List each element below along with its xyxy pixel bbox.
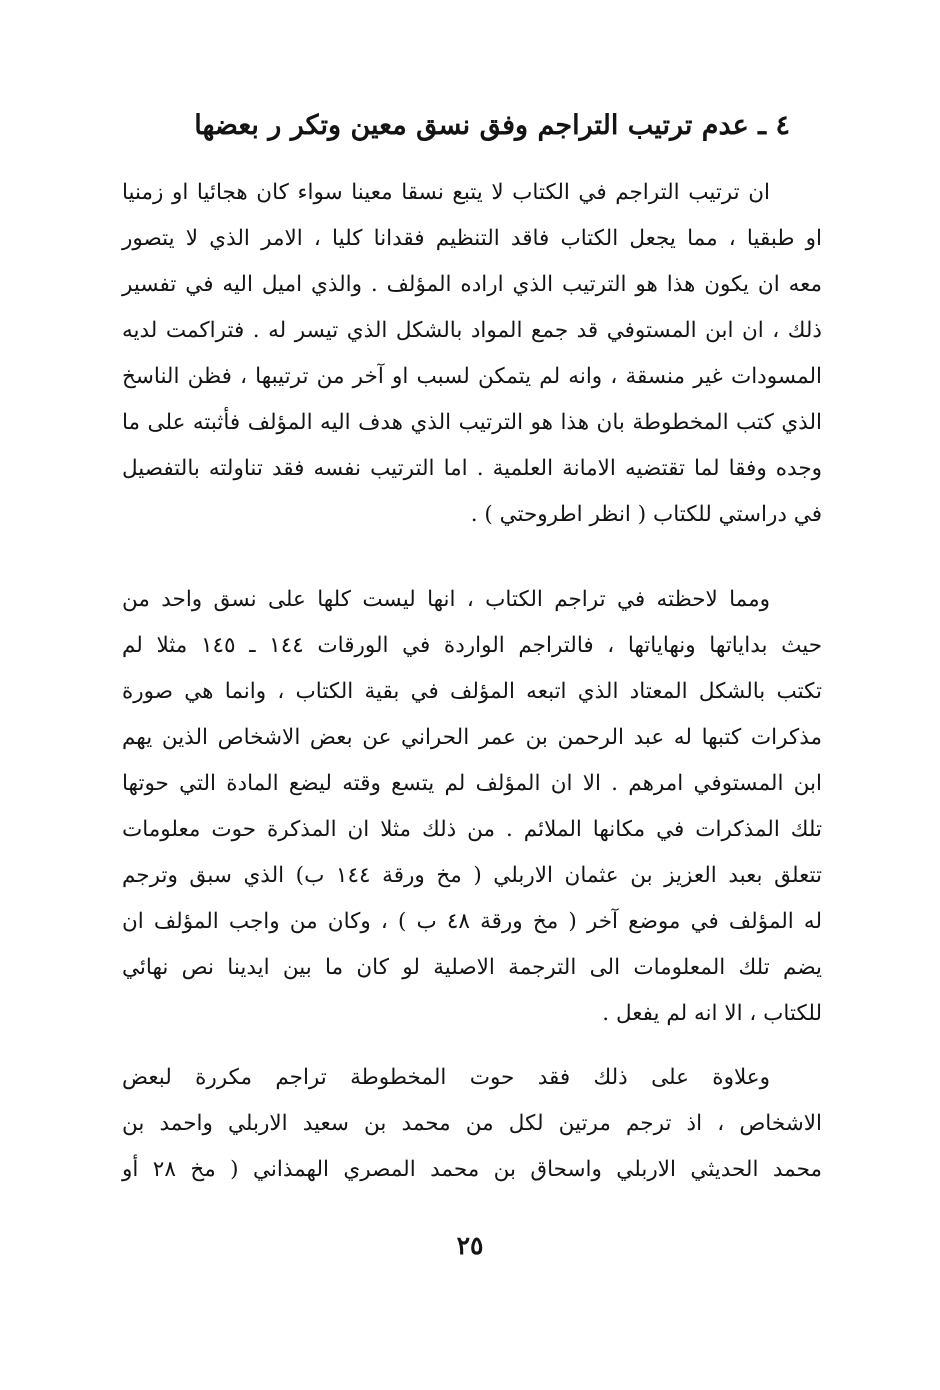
text-line: يضم تلك المعلومات الى الترجمة الاصلية لو كان ما بين ايدينا نص نهائي [122,955,822,980]
text-line: ومما لاحظته في تراجم الكتاب ، انها ليست كلها على نسق واحد من [122,587,770,612]
paragraph-1 [122,170,822,538]
text-line: الذي كتب المخطوطة بان هذا هو الترتيب الذي هدف اليه المؤلف فأثبته على ما [122,410,822,435]
text-line: ذلك ، ان ابن المستوفي قد جمع المواد بالشكل الذي تيسر له . فتراكمت لديه [122,318,822,343]
text-line: او طبقيا ، مما يجعل الكتاب فاقد التنظيم فقدانا كليا ، الامر الذي لا يتصور [122,226,822,251]
text-line: له المؤلف في موضع آخر ( مخ ورقة ٤٨ ب ) ، وكان من واجب المؤلف ان [122,909,822,934]
text-line: الاشخاص ، اذ ترجم مرتين لكل من محمد بن سعيد الاربلي واحمد بن [122,1111,822,1136]
text-line: محمد الحديثي الاربلي واسحاق بن محمد المصري الهمذاني ( مخ ٢٨ أو [122,1157,822,1182]
text-line: حيث بداياتها ونهاياتها ، فالتراجم الواردة في الورقات ١٤٤ ـ ١٤٥ مثلا لم [122,633,822,658]
text-line: وعلاوة على ذلك فقد حوت المخطوطة تراجم مكررة لبعض [122,1065,770,1090]
text-line: المسودات غير منسقة ، وانه لم يتمكن لسبب او آخر من ترتيبها ، فظن الناسخ [122,364,822,389]
text-line: تتعلق بعبد العزيز بن عثمان الاربلي ( مخ ورقة ١٤٤ ب) الذي سبق وترجم [122,863,822,888]
text-line: مذكرات كتبها له عبد الرحمن بن عمر الحراني عن بعض الاشخاص الذين يهم [122,725,822,750]
text-line: تلك المذكرات في مكانها الملائم . من ذلك مثلا ان المذكرة حوت معلومات [122,817,822,842]
text-line: وجده وفقا لما تقتضيه الامانة العلمية . اما الترتيب نفسه فقد تناولته بالتفصيل [122,456,822,481]
page-number: ٢٥ [456,1231,484,1260]
text-line: تكتب بالشكل المعتاد الذي اتبعه المؤلف في بقية الكتاب ، وانما هي صورة [122,679,822,704]
paragraph-3 [122,1055,822,1193]
text-line: ان ترتيب التراجم في الكتاب لا يتبع نسقا معينا سواء كان هجائيا او زمنيا [122,180,770,205]
text-line: معه ان يكون هذا هو الترتيب الذي اراده المؤلف . والذي اميل اليه في تفسير [122,272,822,297]
paragraph-2 [122,577,822,1037]
text-line: للكتاب ، الا انه لم يفعل . [602,1001,822,1026]
text-line: ابن المستوفي امرهم . الا ان المؤلف لم يتسع وقته ليضع المادة التي حوتها [122,771,822,796]
text-line: في دراستي للكتاب ( انظر اطروحتي ) . [470,502,822,527]
section-heading: ٤ ـ عدم ترتيب التراجم وفق نسق معين وتكر ر بعضها [194,110,790,141]
